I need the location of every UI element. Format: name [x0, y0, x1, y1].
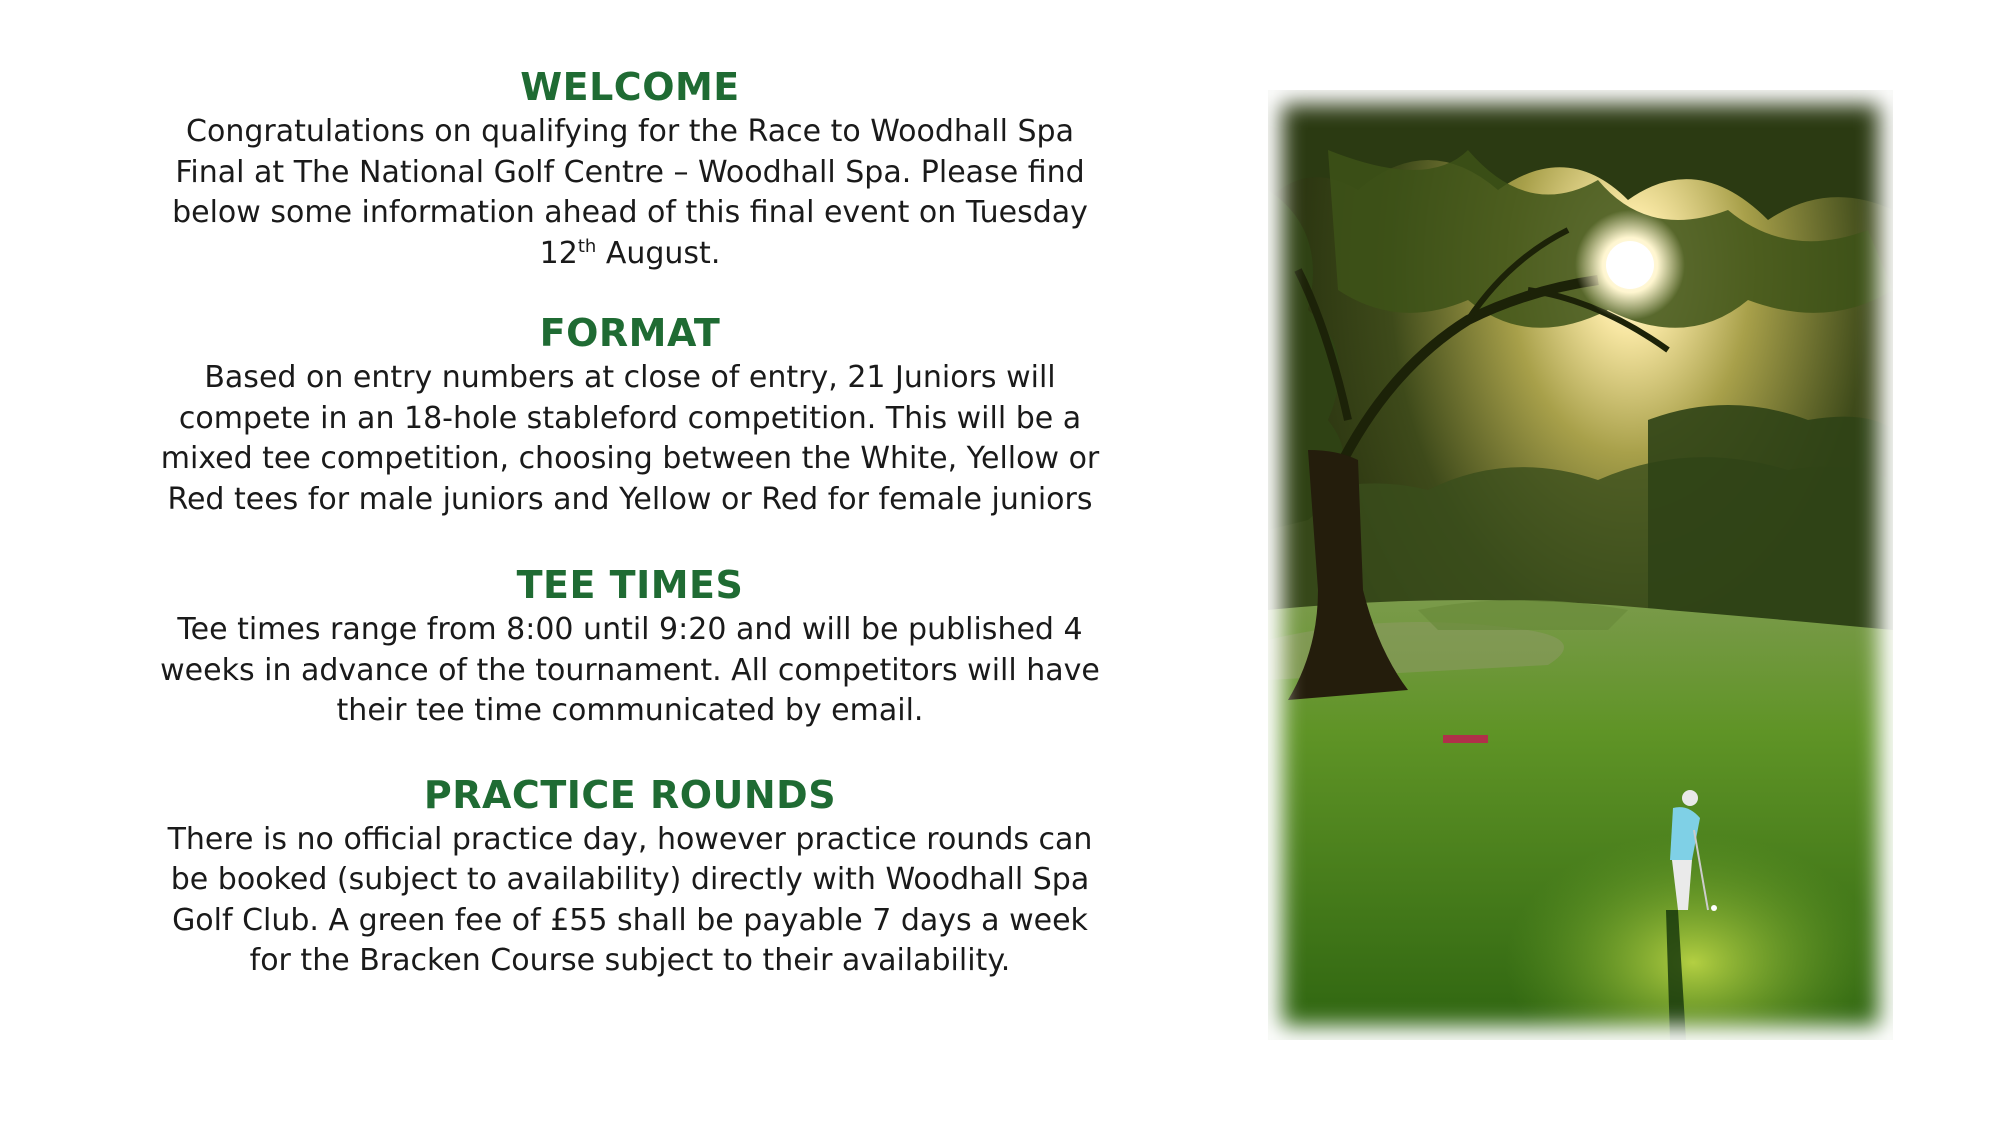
tee-times-line: Tee times range from 8:00 until 9:20 and will be published 4	[177, 612, 1083, 647]
golf-course-photo	[1268, 90, 1893, 1040]
welcome-line: Congratulations on qualifying for the Race to Woodhall Spa	[186, 114, 1074, 149]
welcome-date-line	[115, 234, 1145, 275]
format-line: Red tees for male juniors and Yellow or Red for female juniors	[167, 481, 1093, 517]
date-day: 12	[539, 235, 578, 271]
format-section	[115, 308, 1145, 520]
golf-course-image-icon	[1268, 90, 1893, 1040]
tee-times-line: their tee time communicated by email.	[336, 693, 924, 728]
format-line: compete in an 18-hole stableford competition. This will be a	[178, 400, 1082, 436]
welcome-section	[115, 62, 1145, 274]
tee-times-text	[115, 610, 1145, 732]
practice-rounds-line: for the Bracken Course subject to their availability.	[249, 943, 1011, 978]
format-line: mixed tee competition, choosing between the White, Yellow or	[160, 441, 1100, 476]
tee-times-section	[115, 560, 1145, 732]
format-heading: FORMAT	[539, 311, 721, 355]
info-content	[115, 62, 1145, 1016]
welcome-line: Final at The National Golf Centre – Woodhall Spa. Please find	[175, 154, 1085, 190]
practice-rounds-heading: PRACTICE ROUNDS	[423, 772, 837, 817]
format-line: Based on entry numbers at close of entry, 21 Juniors will	[204, 360, 1056, 395]
practice-rounds-section	[115, 770, 1145, 982]
format-text	[115, 358, 1145, 520]
date-month: August.	[596, 235, 721, 271]
tee-times-heading: TEE TIMES	[516, 563, 744, 607]
welcome-heading: WELCOME	[520, 65, 740, 109]
date-suffix: th	[577, 235, 597, 257]
welcome-line: below some information ahead of this final event on Tuesday	[172, 195, 1088, 230]
practice-rounds-line: Golf Club. A green fee of £55 shall be payable 7 days a week	[172, 902, 1088, 938]
practice-rounds-text	[115, 820, 1145, 982]
practice-rounds-line: be booked (subject to availability) directly with Woodhall Spa	[170, 862, 1090, 897]
tee-times-line: weeks in advance of the tournament. All competitors will have	[160, 652, 1100, 688]
welcome-text	[115, 112, 1145, 274]
practice-rounds-line: There is no official practice day, however practice rounds can	[167, 821, 1093, 857]
